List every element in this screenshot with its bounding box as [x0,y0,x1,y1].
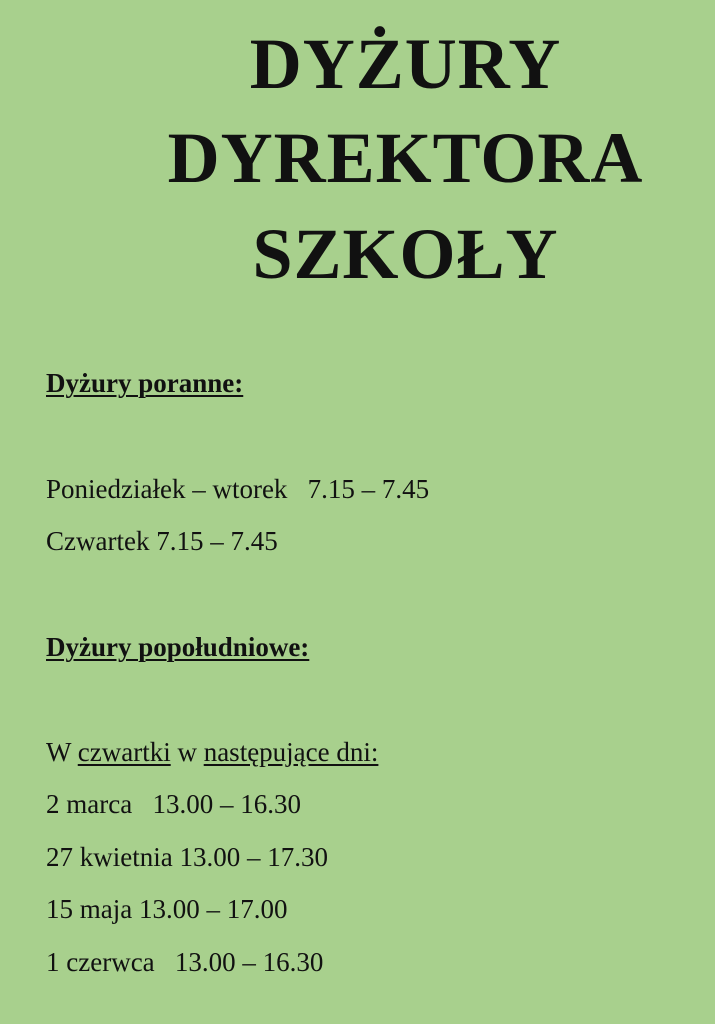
intro-text: W [46,737,78,767]
intro-text: w [170,737,204,767]
afternoon-duty-date: 1 czerwca 13.00 – 16.30 [46,947,324,977]
afternoon-duty-date: 27 kwietnia 13.00 – 17.30 [46,842,328,872]
afternoon-duty-date: 15 maja 13.00 – 17.00 [46,894,288,924]
afternoon-duty-intro [46,737,378,768]
page-title-line-1: DYŻURY [249,24,562,104]
morning-duty-heading: Dyżury poranne: [46,368,244,398]
morning-duty-item: Czwartek 7.15 – 7.45 [46,526,278,556]
page-title-line-2: DYREKTORA [167,118,644,198]
afternoon-duty-heading: Dyżury popołudniowe: [46,632,310,662]
page-title-line-3: SZKOŁY [252,214,559,294]
afternoon-duty-date: 2 marca 13.00 – 16.30 [46,789,301,819]
intro-following-days: następujące dni: [203,737,379,767]
morning-duty-item: Poniedziałek – wtorek 7.15 – 7.45 [46,474,430,504]
intro-thursdays: czwartki [77,737,171,767]
